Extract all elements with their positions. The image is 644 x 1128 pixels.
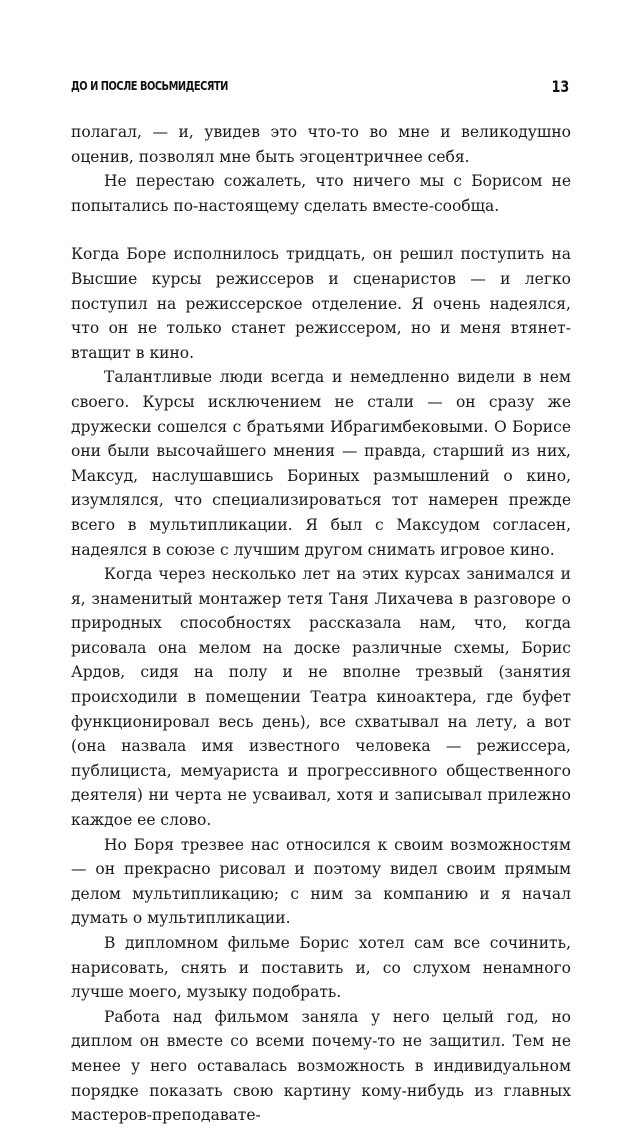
paragraph-section-start: Когда Боре исполнилось тридцать, он решил поступить на Высшие курсы режиссеров и сценаристов — и легко поступил на режиссерское отделение. Я очень надеялся, что он не только станет режиссером, но и меня втянет-втащит в кино. [71,245,571,362]
paragraph-continuation: полагал, — и, увидев это что-то во мне и великодушно оценив, позволял мне быть эгоцентричнее себя. [71,123,571,166]
body-text [71,120,571,1128]
paragraph: Талантливые люди всегда и немедленно видели в нем своего. Курсы исключением не стали — он сразу же дружески сошелся с братьями Ибрагимбековыми. О Борисе они были высочайшего мнения — правда, старший из них, Максуд, наслушавшись Бориных размышлений о кино, изумлялся, что специализироваться тот намерен прежде всего в мультипликации. Я был с Максудом согласен, надеялся в союзе с лучшим другом снимать игровое кино. [71,368,571,559]
paragraph: Работа над фильмом заняла у него целый год, но диплом он вместе со всеми почему-то не защитил. Тем не менее у него оставалась возможность в индивидуальном порядке показать свою картину кому-нибудь из главных мастеров-преподавате- [71,1007,571,1125]
paragraph: В дипломном фильме Борис хотел сам все сочинить, нарисовать, снять и поставить и, со слухом ненамного лучше моего, музыку подобрать. [71,934,571,1002]
running-head [71,79,571,99]
paragraph: Не перестаю сожалеть, что ничего мы с Борисом не попытались по-настоящему сделать вместе-сообща. [71,172,571,215]
paragraph: Но Боря трезвее нас относился к своим возможностям — он прекрасно рисовал и поэтому видел своим прямым делом мультипликацию; с ним за компанию и я начал думать о мультипликации. [71,835,571,928]
running-title: ДО И ПОСЛЕ ВОСЬМИДЕСЯТИ [71,79,228,93]
page-number: 13 [551,77,569,96]
paragraph: Когда через несколько лет на этих курсах занимался и я, знаменитый монтажер тетя Таня Лихачева в разговоре о природных способностях рассказала нам, что, когда рисовала она мелом на доске различные схемы, Борис Ардов, сидя на полу и не вполне трезвый (занятия происходили в помещении Театра киноактера, где буфет функционировал весь день), все схватывал на лету, а вот (она назвала имя известного человека — режиссера, публициста, мемуариста и прогрессивного общественного деятеля) ни черта не усваивал, хотя и записывал прилежно каждое ее слово. [71,565,571,830]
